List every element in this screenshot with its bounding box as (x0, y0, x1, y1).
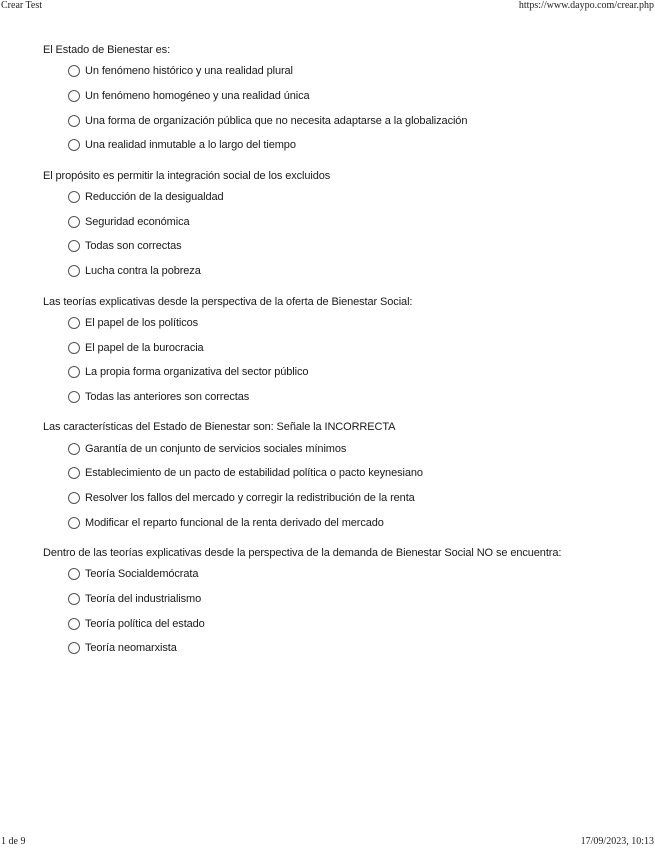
option-row[interactable] (43, 461, 648, 486)
print-header-title: Crear Test (1, 0, 43, 11)
option-row[interactable] (43, 259, 648, 284)
option-row[interactable] (43, 587, 648, 612)
radio-button[interactable] (68, 618, 80, 630)
radio-button[interactable] (68, 391, 80, 403)
option-label: Una realidad inmutable a lo largo del tiempo (85, 139, 296, 152)
question-3 (43, 294, 648, 410)
option-row[interactable] (43, 108, 648, 133)
option-label: Teoría política del estado (85, 617, 205, 630)
option-label: Un fenómeno histórico y una realidad plural (85, 65, 293, 78)
option-row[interactable] (43, 209, 648, 234)
option-label: Teoría del industrialismo (85, 593, 202, 606)
option-label: Lucha contra la pobreza (85, 265, 201, 278)
option-label: Modificar el reparto funcional de la renta derivado del mercado (85, 516, 384, 529)
question-1 (43, 42, 648, 158)
radio-button[interactable] (68, 366, 80, 378)
option-row[interactable] (43, 84, 648, 109)
option-row[interactable] (43, 360, 648, 385)
radio-button[interactable] (68, 90, 80, 102)
radio-button[interactable] (68, 517, 80, 529)
radio-button[interactable] (68, 568, 80, 580)
radio-button[interactable] (68, 216, 80, 228)
radio-button[interactable] (68, 443, 80, 455)
option-label: El papel de los políticos (85, 316, 199, 329)
option-label: Garantía de un conjunto de servicios sociales mínimos (85, 442, 347, 455)
option-row[interactable] (43, 636, 648, 661)
radio-button[interactable] (68, 265, 80, 277)
question-text: El propósito es permitir la integración social de los excluidos (43, 169, 331, 182)
question-text: Dentro de las teorías explicativas desde la perspectiva de la demanda de Bienestar Social NO se encuentra: (43, 547, 562, 559)
option-row[interactable] (43, 335, 648, 360)
radio-button[interactable] (68, 65, 80, 77)
option-label: La propia forma organizativa del sector público (85, 366, 309, 379)
radio-button[interactable] (68, 467, 80, 479)
option-row[interactable] (43, 611, 648, 636)
print-footer-page: 1 de 9 (1, 836, 26, 847)
radio-button[interactable] (68, 191, 80, 203)
radio-button[interactable] (68, 139, 80, 151)
radio-button[interactable] (68, 642, 80, 654)
question-4 (43, 419, 648, 535)
option-label: Todas son correctas (85, 240, 182, 253)
question-text: Las características del Estado de Bienestar son: Señale la INCORRECTA (43, 421, 396, 434)
option-row[interactable] (43, 562, 648, 587)
question-text: Las teorías explicativas desde la perspectiva de la oferta de Bienestar Social: (43, 295, 413, 308)
question-5 (43, 545, 648, 661)
option-label: Todas las anteriores son correctas (85, 390, 250, 403)
option-label: Una forma de organización pública que no necesita adaptarse a la globalización (85, 114, 468, 127)
option-label: Teoría Socialdemócrata (85, 568, 199, 581)
option-row[interactable] (43, 486, 648, 511)
radio-button[interactable] (68, 115, 80, 127)
option-label: Reducción de la desigualdad (85, 191, 224, 204)
option-row[interactable] (43, 59, 648, 84)
radio-button[interactable] (68, 593, 80, 605)
radio-button[interactable] (68, 342, 80, 354)
option-label: El papel de la burocracia (85, 341, 204, 354)
radio-button[interactable] (68, 317, 80, 329)
option-label: Seguridad económica (85, 215, 190, 228)
option-row[interactable] (43, 436, 648, 461)
option-label: Resolver los fallos del mercado y corregir la redistribución de la renta (85, 491, 415, 504)
print-header-url: https://www.daypo.com/crear.php (518, 0, 654, 11)
print-footer-datetime: 17/09/2023, 10:13 (580, 836, 654, 847)
radio-button[interactable] (68, 240, 80, 252)
test-questions (43, 42, 648, 671)
option-row[interactable] (43, 510, 648, 535)
option-label: Un fenómeno homogéneo y una realidad única (85, 90, 310, 103)
option-row[interactable] (43, 185, 648, 210)
option-row[interactable] (43, 133, 648, 158)
question-2 (43, 168, 648, 284)
option-row[interactable] (43, 311, 648, 336)
question-text: El Estado de Bienestar es: (43, 44, 171, 56)
option-row[interactable] (43, 234, 648, 259)
option-label: Teoría neomarxista (85, 642, 177, 655)
option-row[interactable] (43, 385, 648, 410)
radio-button[interactable] (68, 492, 80, 504)
option-label: Establecimiento de un pacto de estabilidad política o pacto keynesiano (85, 467, 423, 480)
